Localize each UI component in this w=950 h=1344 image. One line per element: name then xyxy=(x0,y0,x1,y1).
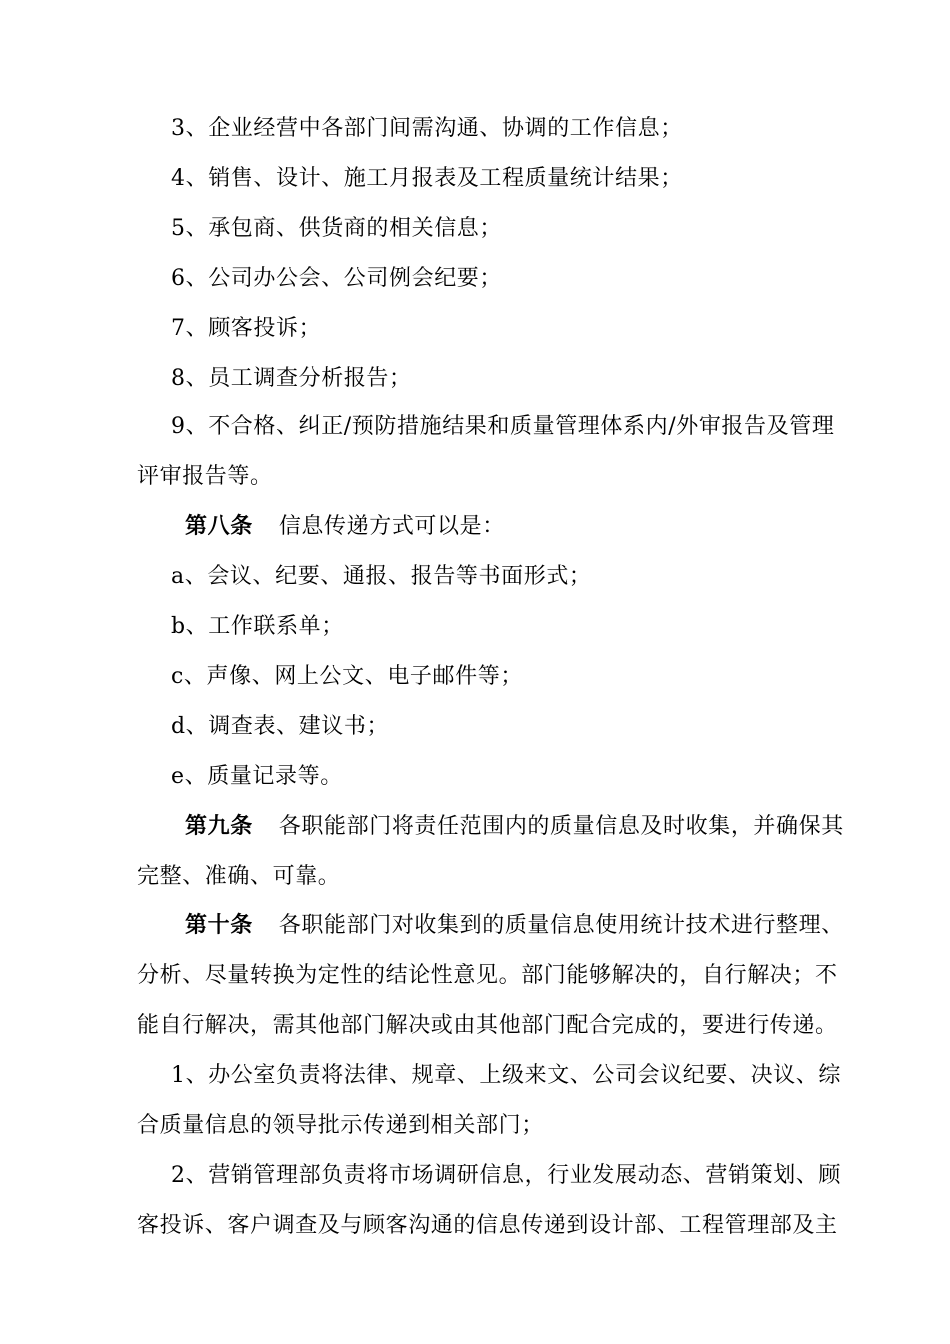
list-item: 1、办公室负责将法律、规章、上级来文、公司会议纪要、决议、综 xyxy=(171,1063,841,1088)
list-item-continuation: 评审报告等。 xyxy=(137,464,273,489)
list-item: e、质量记录等。 xyxy=(171,764,343,789)
list-item-continuation: 客投诉、客户调查及与顾客沟通的信息传递到设计部、工程管理部及主 xyxy=(137,1213,838,1238)
list-item-continuation: 合质量信息的领导批示传递到相关部门； xyxy=(137,1113,544,1138)
article-10-text-continued: 分析、尽量转换为定性的结论性意见。部门能够解决的，自行解决；不 xyxy=(137,963,838,988)
article-10-text: 各职能部门对收集到的质量信息使用统计技术进行整理、 xyxy=(278,913,844,938)
list-item: a、会议、纪要、通报、报告等书面形式； xyxy=(171,564,592,589)
article-9-paragraph xyxy=(185,812,935,842)
article-9-heading: 第九条 xyxy=(185,814,253,839)
article-8-text: 信息传递方式可以是： xyxy=(278,514,505,539)
list-item: d、调查表、建议书； xyxy=(171,714,390,739)
list-item: 2、营销管理部负责将市场调研信息，行业发展动态、营销策划、顾 xyxy=(171,1163,841,1188)
list-item: 6、公司办公会、公司例会纪要； xyxy=(171,266,502,291)
article-10-heading: 第十条 xyxy=(185,913,253,938)
list-item: 3、企业经营中各部门间需沟通、协调的工作信息； xyxy=(171,116,683,141)
article-9-text-continued: 完整、准确、可靠。 xyxy=(137,864,341,889)
article-10-paragraph xyxy=(185,911,935,941)
article-8-heading: 第八条 xyxy=(185,514,253,539)
list-item: 8、员工调查分析报告； xyxy=(171,366,412,391)
list-item: b、工作联系单； xyxy=(171,614,344,639)
article-9-text: 各职能部门将责任范围内的质量信息及时收集，并确保其 xyxy=(278,814,844,839)
list-item: 9、不合格、纠正/预防措施结果和质量管理体系内/外审报告及管理 xyxy=(171,414,835,439)
article-8-paragraph xyxy=(185,512,935,542)
article-10-text-continued: 能自行解决，需其他部门解决或由其他部门配合完成的，要进行传递。 xyxy=(137,1013,838,1038)
list-item: 7、顾客投诉； xyxy=(171,316,322,341)
list-item: 5、承包商、供货商的相关信息； xyxy=(171,216,502,241)
list-item: c、声像、网上公文、电子邮件等； xyxy=(171,664,523,689)
list-item: 4、销售、设计、施工月报表及工程质量统计结果； xyxy=(171,166,683,191)
